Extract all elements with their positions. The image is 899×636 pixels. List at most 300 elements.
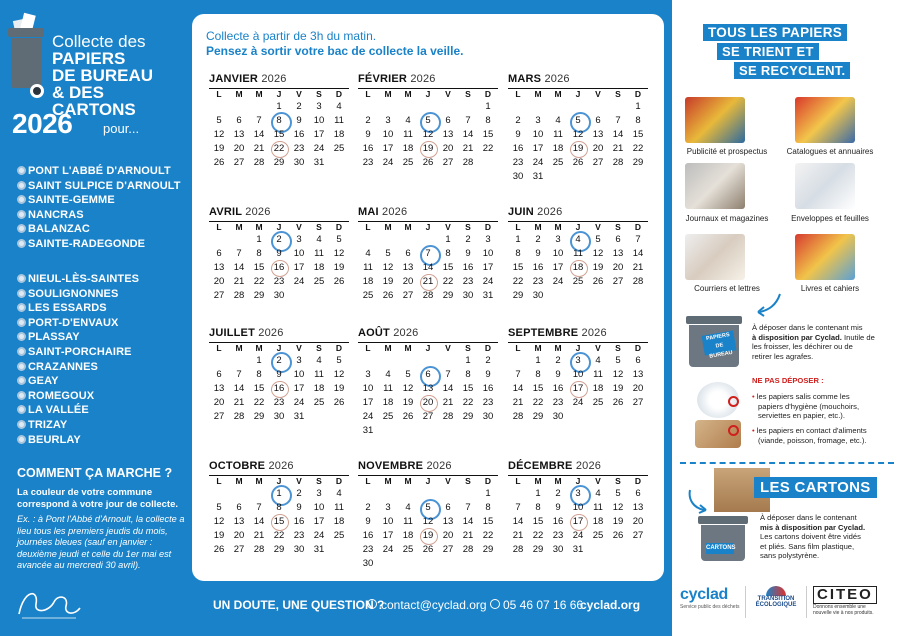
commune-name: SAINTE-RADEGONDE — [28, 238, 146, 250]
day-cell: 1 — [515, 234, 521, 245]
day-cell: 9 — [535, 248, 541, 259]
month-name — [358, 72, 498, 87]
empty-day — [458, 487, 478, 501]
day-cell: 16 — [362, 530, 374, 541]
day-cell: 20 — [213, 276, 225, 287]
day-cell: 18 — [313, 262, 325, 273]
month-label: JANVIER — [209, 73, 259, 85]
commune-name: SAINT-PORCHAIRE — [28, 346, 132, 358]
month-year: 2026 — [544, 73, 570, 85]
empty-day — [209, 354, 229, 368]
day-cell: 31 — [532, 171, 544, 182]
weekday-label: D — [335, 89, 343, 99]
month-label: SEPTEMBRE — [508, 327, 579, 339]
day-cell: 10 — [572, 369, 584, 380]
weekday-header — [358, 88, 498, 100]
month-name — [358, 205, 498, 220]
day-cell: 25 — [313, 397, 325, 408]
day-cell: 11 — [363, 262, 373, 273]
day-cell: 15 — [532, 383, 544, 394]
weekday-label: J — [425, 222, 431, 232]
day-cell: 18 — [333, 129, 345, 140]
day-cell: 6 — [418, 368, 438, 382]
day-cell: 3 — [385, 115, 391, 126]
day-cell: 22 — [482, 530, 494, 541]
day-cell: 24 — [382, 157, 394, 168]
email-icon — [367, 599, 377, 609]
day-cell: 13 — [612, 248, 624, 259]
commune-dot-icon — [17, 318, 26, 327]
day-cell: 1 — [635, 101, 641, 112]
weekday-label: J — [575, 343, 581, 353]
day-cell: 21 — [462, 530, 474, 541]
commune-dot-icon — [17, 195, 26, 204]
day-cell: 18 — [568, 261, 588, 275]
day-cell: 30 — [512, 171, 524, 182]
day-cell: 19 — [402, 397, 414, 408]
month-calendar — [358, 326, 498, 438]
forbidden-icon-1 — [728, 396, 739, 407]
commune-dot-icon — [17, 435, 26, 444]
day-cell: 19 — [418, 142, 438, 156]
weekday-label: D — [335, 476, 343, 486]
month-label: NOVEMBRE — [358, 460, 424, 472]
day-cell: 25 — [382, 411, 394, 422]
day-cell: 7 — [465, 115, 471, 126]
day-cell: 30 — [293, 544, 305, 555]
day-cell: 15 — [632, 129, 644, 140]
empty-day — [438, 354, 458, 368]
day-cell: 22 — [462, 397, 474, 408]
day-cell: 28 — [612, 157, 624, 168]
day-cell: 21 — [233, 276, 245, 287]
day-cell: 2 — [465, 234, 471, 245]
day-cell: 14 — [233, 383, 245, 394]
deposit1-l1: À déposer dans le contenant mis — [752, 323, 863, 332]
day-cell: 17 — [532, 143, 544, 154]
day-cell: 10 — [313, 115, 325, 126]
commune-item — [17, 164, 171, 178]
day-cell: 27 — [442, 544, 454, 555]
day-grid — [209, 233, 349, 303]
day-cell: 15 — [442, 262, 454, 273]
weekday-label: S — [316, 343, 322, 353]
citeo-sub2: nouvelle vie à nos produits. — [813, 610, 874, 616]
day-cell: 26 — [213, 544, 225, 555]
day-cell: 3 — [535, 115, 541, 126]
weekday-label: S — [316, 89, 322, 99]
weekday-label: M — [404, 89, 412, 99]
empty-day — [378, 487, 398, 501]
weekday-label: S — [615, 476, 621, 486]
commune-name: PLASSAY — [28, 331, 80, 344]
day-cell: 17 — [362, 397, 374, 408]
day-cell: 23 — [532, 276, 544, 287]
day-cell: 26 — [422, 157, 434, 168]
empty-day — [398, 100, 418, 114]
title-line2: PAPIERS — [52, 49, 126, 68]
cyclad-logo — [680, 586, 740, 610]
commune-dot-icon — [17, 391, 26, 400]
day-cell: 20 — [402, 276, 414, 287]
day-cell: 1 — [276, 101, 282, 112]
weekday-label: M — [404, 222, 412, 232]
month-label: JUIN — [508, 206, 534, 218]
commune-name: ROMEGOUX — [28, 389, 95, 402]
weekday-label: L — [365, 476, 371, 486]
day-cell: 5 — [595, 234, 601, 245]
day-cell: 3 — [316, 488, 322, 499]
day-cell: 20 — [442, 530, 454, 541]
day-cell: 4 — [595, 488, 601, 499]
day-cell: 21 — [233, 397, 245, 408]
day-cell: 21 — [418, 275, 438, 289]
day-cell: 14 — [442, 383, 454, 394]
paper-bin-icon — [8, 28, 44, 98]
day-cell: 25 — [592, 530, 604, 541]
citeo-sub1: Donnons ensemble une — [813, 604, 866, 610]
commune-dot-icon — [17, 405, 26, 414]
day-cell: 30 — [293, 157, 305, 168]
month-calendar — [209, 205, 349, 303]
weekday-label: D — [484, 476, 492, 486]
month-year: 2026 — [393, 327, 419, 339]
weekday-label: V — [595, 89, 601, 99]
weekday-label: M — [235, 222, 243, 232]
day-cell: 29 — [273, 544, 285, 555]
day-cell: 16 — [462, 262, 474, 273]
day-cell: 7 — [236, 248, 242, 259]
weekday-label: V — [595, 222, 601, 232]
day-cell: 14 — [632, 248, 644, 259]
day-grid — [508, 487, 648, 557]
cyclad-logo-sub: Service public des déchets — [680, 604, 740, 610]
right-title-2: SE TRIENT ET — [717, 43, 819, 60]
day-cell: 27 — [402, 290, 414, 301]
weekday-label: J — [276, 343, 282, 353]
empty-day — [358, 233, 378, 247]
empty-day — [229, 487, 249, 501]
day-cell: 1 — [485, 488, 491, 499]
day-cell: 1 — [256, 355, 262, 366]
weekday-label: M — [404, 476, 412, 486]
day-cell: 31 — [313, 157, 325, 168]
commune-name: PORT-D'ENVAUX — [28, 316, 119, 329]
day-cell: 22 — [442, 276, 454, 287]
day-cell: 28 — [253, 157, 265, 168]
weekday-label: D — [634, 89, 642, 99]
day-cell: 4 — [365, 248, 371, 259]
weekday-label: S — [465, 476, 471, 486]
month-name — [508, 72, 648, 87]
no-deposit-2 — [752, 426, 867, 445]
day-cell: 4 — [316, 355, 322, 366]
day-cell: 12 — [213, 129, 225, 140]
commune-dot-icon — [17, 420, 26, 429]
day-cell: 1 — [535, 355, 541, 366]
day-grid — [209, 100, 349, 170]
day-cell: 18 — [592, 383, 604, 394]
day-cell: 25 — [402, 157, 414, 168]
day-cell: 18 — [552, 143, 564, 154]
weekday-label: L — [365, 222, 371, 232]
day-cell: 30 — [552, 544, 564, 555]
day-cell: 28 — [233, 411, 245, 422]
day-cell: 31 — [482, 290, 494, 301]
day-cell: 28 — [253, 544, 265, 555]
day-cell: 15 — [482, 516, 494, 527]
day-cell: 24 — [293, 276, 305, 287]
day-cell: 3 — [485, 234, 491, 245]
commune-dot-icon — [17, 210, 26, 219]
day-cell: 9 — [296, 115, 302, 126]
day-cell: 1 — [269, 487, 289, 501]
day-cell: 31 — [362, 425, 374, 436]
footer-phone[interactable]: 05 46 07 16 66 — [503, 598, 584, 612]
day-cell: 17 — [568, 382, 588, 396]
month-label: MAI — [358, 206, 379, 218]
day-cell: 23 — [273, 397, 285, 408]
day-cell: 8 — [635, 115, 641, 126]
day-cell: 6 — [236, 502, 242, 513]
year-title: 2026 — [12, 108, 73, 139]
day-grid — [358, 100, 498, 170]
day-cell: 1 — [445, 234, 451, 245]
month-calendar — [508, 326, 648, 424]
day-cell: 6 — [445, 115, 451, 126]
weekday-label: V — [445, 476, 451, 486]
weekday-label: D — [484, 89, 492, 99]
weekday-label: S — [615, 222, 621, 232]
paper-label-1: Publicité et prospectus — [686, 147, 768, 156]
weekday-label: V — [296, 222, 302, 232]
day-cell: 4 — [555, 115, 561, 126]
commune-name: LA VALLÉE — [28, 404, 89, 417]
commune-item — [17, 418, 67, 432]
weekday-label: V — [445, 343, 451, 353]
bin-sticker-line2: DE BUREAU — [708, 342, 734, 360]
day-cell: 24 — [382, 544, 394, 555]
weekday-header — [358, 221, 498, 233]
empty-day — [588, 100, 608, 114]
day-cell: 29 — [632, 157, 644, 168]
arrow-icon — [754, 292, 784, 318]
day-cell: 3 — [568, 354, 588, 368]
commune-item — [17, 301, 107, 315]
weekday-label: L — [365, 89, 371, 99]
day-cell: 14 — [422, 262, 434, 273]
day-cell: 19 — [592, 262, 604, 273]
day-cell: 29 — [273, 157, 285, 168]
commune-item — [17, 345, 132, 359]
day-cell: 26 — [382, 290, 394, 301]
day-cell: 2 — [555, 488, 561, 499]
transition-ecologique-logo — [754, 586, 798, 608]
day-cell: 13 — [422, 383, 434, 394]
empty-day — [508, 487, 528, 501]
commune-dot-icon — [17, 347, 26, 356]
day-cell: 24 — [572, 397, 584, 408]
intro-line2: Pensez à sortir votre bac de collecte la veille. — [206, 44, 464, 58]
day-cell: 10 — [313, 502, 325, 513]
footer-email[interactable]: contact@cyclad.org — [381, 598, 487, 612]
month-calendar — [209, 459, 349, 557]
day-cell: 23 — [482, 397, 494, 408]
empty-day — [438, 487, 458, 501]
day-cell: 24 — [293, 397, 305, 408]
weekday-label: J — [425, 89, 431, 99]
paper-label-2: Catalogues et annuaires — [786, 147, 874, 156]
day-cell: 16 — [552, 383, 564, 394]
empty-day — [358, 354, 378, 368]
commune-item — [17, 330, 80, 344]
day-cell: 10 — [482, 248, 494, 259]
weekday-header — [358, 342, 498, 354]
paper-bin-sticker — [702, 330, 737, 360]
day-cell: 6 — [236, 115, 242, 126]
day-cell: 9 — [515, 129, 521, 140]
day-cell: 6 — [445, 502, 451, 513]
day-cell: 12 — [422, 516, 434, 527]
day-cell: 27 — [213, 290, 225, 301]
no2-l2: (viande, poisson, fromage, etc.). — [758, 435, 867, 445]
enveloppes-image — [795, 163, 855, 209]
day-cell: 23 — [462, 276, 474, 287]
day-cell: 31 — [313, 544, 325, 555]
deposit-papers-text — [752, 323, 875, 361]
weekday-header — [358, 475, 498, 487]
day-grid — [508, 233, 648, 303]
right-title-1: TOUS LES PAPIERS — [703, 24, 847, 41]
day-cell: 18 — [362, 276, 374, 287]
day-cell: 22 — [532, 397, 544, 408]
day-cell: 6 — [615, 234, 621, 245]
day-cell: 23 — [552, 397, 564, 408]
day-cell: 23 — [512, 157, 524, 168]
day-cell: 29 — [253, 290, 265, 301]
month-name — [508, 205, 648, 220]
day-cell: 15 — [462, 383, 474, 394]
weekday-label: S — [465, 222, 471, 232]
weekday-header — [209, 88, 349, 100]
day-cell: 23 — [362, 544, 374, 555]
month-label: MARS — [508, 73, 542, 85]
month-year: 2026 — [410, 73, 436, 85]
day-cell: 13 — [213, 262, 225, 273]
day-cell: 12 — [422, 129, 434, 140]
weekday-label: L — [216, 89, 222, 99]
day-cell: 30 — [362, 558, 374, 569]
day-cell: 20 — [592, 143, 604, 154]
day-cell: 10 — [552, 248, 564, 259]
day-cell: 13 — [213, 383, 225, 394]
commune-name: LES ESSARDS — [28, 302, 107, 315]
day-cell: 19 — [333, 383, 345, 394]
commune-name: CRAZANNES — [28, 360, 98, 373]
day-cell: 16 — [269, 382, 289, 396]
empty-day — [358, 100, 378, 114]
weekday-label: D — [634, 476, 642, 486]
day-cell: 27 — [233, 157, 245, 168]
empty-day — [398, 487, 418, 501]
day-cell: 17 — [313, 516, 325, 527]
day-cell: 28 — [512, 544, 524, 555]
day-cell: 15 — [269, 515, 289, 529]
month-calendar — [209, 326, 349, 424]
month-calendar — [358, 72, 498, 170]
day-cell: 12 — [612, 502, 624, 513]
day-cell: 14 — [462, 129, 474, 140]
day-cell: 19 — [213, 143, 225, 154]
day-cell: 18 — [402, 143, 414, 154]
day-cell: 12 — [382, 262, 394, 273]
day-cell: 22 — [632, 143, 644, 154]
weekday-label: M — [384, 343, 392, 353]
footer-site[interactable]: cyclad.org — [580, 598, 641, 612]
weekday-label: J — [575, 476, 581, 486]
day-cell: 11 — [593, 502, 603, 513]
day-cell: 28 — [462, 544, 474, 555]
day-cell: 8 — [465, 369, 471, 380]
te-line2: ÉCOLOGIQUE — [755, 602, 797, 608]
day-cell: 5 — [385, 248, 391, 259]
day-cell: 22 — [269, 142, 289, 156]
day-cell: 28 — [442, 411, 454, 422]
day-cell: 7 — [465, 502, 471, 513]
weekday-label: L — [515, 89, 521, 99]
no-deposit-title: NE PAS DÉPOSER : — [752, 376, 824, 385]
bin-sticker-line1: PAPIERS — [705, 332, 731, 343]
month-label: OCTOBRE — [209, 460, 266, 472]
month-calendar — [508, 459, 648, 557]
day-cell: 5 — [216, 115, 222, 126]
te-line1: TRANSITION — [757, 596, 795, 602]
month-label: FÉVRIER — [358, 73, 408, 85]
day-cell: 10 — [382, 129, 394, 140]
weekday-label: J — [276, 89, 282, 99]
weekday-label: D — [634, 343, 642, 353]
day-cell: 3 — [568, 487, 588, 501]
deposit-cartons-text — [760, 513, 865, 561]
empty-day — [229, 233, 249, 247]
day-cell: 26 — [422, 544, 434, 555]
day-cell: 17 — [568, 515, 588, 529]
day-cell: 12 — [592, 248, 604, 259]
title-line1: Collecte des — [52, 32, 146, 51]
day-cell: 16 — [269, 261, 289, 275]
day-cell: 19 — [418, 529, 438, 543]
day-cell: 27 — [632, 397, 644, 408]
day-cell: 15 — [273, 129, 285, 140]
day-cell: 9 — [276, 369, 282, 380]
day-cell: 28 — [632, 276, 644, 287]
no1-l3: serviettes en papier, etc.). — [758, 411, 845, 421]
month-calendar — [508, 72, 648, 184]
weekday-label: M — [235, 89, 243, 99]
day-cell: 30 — [552, 411, 564, 422]
arrow-icon-2 — [686, 488, 710, 514]
weekday-label: M — [235, 343, 243, 353]
day-cell: 19 — [612, 383, 624, 394]
day-cell: 26 — [402, 411, 414, 422]
day-cell: 2 — [515, 115, 521, 126]
day-cell: 2 — [365, 502, 371, 513]
day-cell: 10 — [532, 129, 544, 140]
day-cell: 27 — [233, 544, 245, 555]
empty-day — [249, 100, 269, 114]
day-cell: 17 — [293, 262, 305, 273]
day-cell: 20 — [612, 262, 624, 273]
